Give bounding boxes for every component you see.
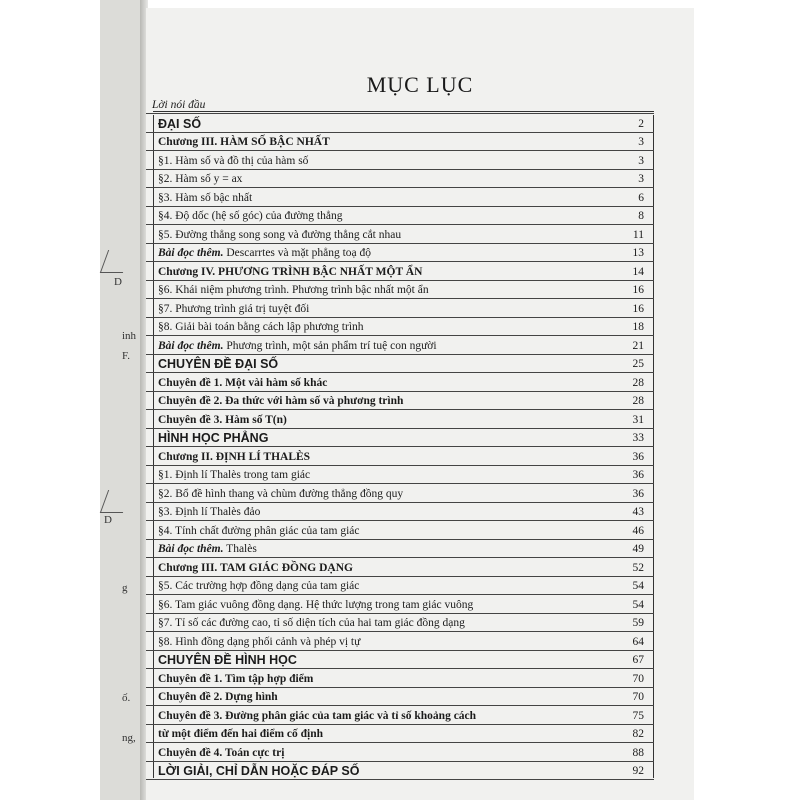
dotted-leader bbox=[146, 187, 654, 188]
toc-entry-page: 36 bbox=[632, 469, 644, 481]
left-page-fragment: D bbox=[104, 514, 112, 526]
dotted-leader bbox=[146, 539, 654, 540]
dotted-leader bbox=[146, 742, 654, 743]
toc-entry-label: Chuyên đề 2. Đa thức với hàm số và phương trình bbox=[158, 395, 404, 407]
toc-entry bbox=[146, 356, 694, 374]
toc-entry-label: LỜI GIẢI, CHỈ DẪN HOẶC ĐÁP SỐ bbox=[158, 764, 360, 778]
toc-entry bbox=[146, 541, 694, 559]
dotted-leader bbox=[146, 502, 654, 503]
toc-entry-label: §2. Hàm số y = ax bbox=[158, 173, 243, 185]
toc-entry bbox=[146, 171, 694, 189]
toc-entry-label: §6. Tam giác vuông đồng dạng. Hệ thức lượng trong tam giác vuông bbox=[158, 598, 474, 611]
toc-entry bbox=[146, 671, 694, 689]
toc-entry-label: §5. Các trường hợp đồng dạng của tam giác bbox=[158, 580, 360, 592]
toc-entry bbox=[146, 745, 694, 763]
toc-entry-page: 16 bbox=[632, 302, 644, 315]
left-page-fragment: F. bbox=[122, 350, 130, 362]
table-of-contents bbox=[146, 95, 694, 795]
dotted-leader bbox=[146, 446, 654, 447]
toc-entry bbox=[146, 708, 694, 726]
dotted-leader bbox=[146, 354, 654, 355]
toc-entry-page: 18 bbox=[632, 321, 644, 333]
toc-entry-label: §4. Tính chất đường phân giác của tam giác bbox=[158, 524, 360, 537]
dotted-leader bbox=[146, 650, 654, 651]
toc-entry-label: Chương II. ĐỊNH LÍ THALÈS bbox=[158, 450, 311, 463]
dotted-leader bbox=[146, 724, 654, 725]
dotted-leader bbox=[146, 280, 654, 281]
toc-entry-page: 70 bbox=[632, 691, 644, 703]
dotted-leader bbox=[146, 520, 654, 521]
toc-entry bbox=[146, 597, 694, 615]
reading-prefix: Bài đọc thêm. bbox=[158, 543, 224, 555]
toc-entry-label bbox=[158, 338, 437, 354]
toc-entry bbox=[146, 486, 694, 504]
toc-entry bbox=[146, 338, 694, 356]
toc-entry-page: 33 bbox=[632, 432, 644, 444]
dotted-leader bbox=[146, 465, 654, 466]
toc-entry-label: §3. Hàm số bậc nhất bbox=[158, 191, 253, 204]
toc-entry-page: 36 bbox=[632, 487, 644, 500]
toc-entry-label: §3. Định lí Thalès đảo bbox=[158, 506, 261, 518]
toc-entry bbox=[146, 319, 694, 337]
page-title: MỤC LỤC bbox=[366, 72, 474, 97]
toc-entry bbox=[146, 153, 694, 171]
left-page-fragment: ng, bbox=[122, 732, 136, 744]
toc-entry-page: 67 bbox=[632, 654, 644, 666]
dotted-leader bbox=[146, 391, 654, 392]
toc-entry bbox=[146, 652, 694, 670]
toc-entry bbox=[146, 430, 694, 448]
toc-entry bbox=[146, 245, 694, 263]
toc-entry-label: Chuyên đề 1. Một vài hàm số khác bbox=[158, 376, 328, 389]
toc-entry-page: 6 bbox=[638, 191, 644, 204]
toc-entry-label: §2. Bổ đề hình thang và chùm đường thẳng đồng quy bbox=[158, 487, 404, 500]
toc-entry-label bbox=[158, 541, 257, 557]
toc-entry bbox=[146, 412, 694, 430]
toc-entry-page: 70 bbox=[632, 672, 644, 685]
toc-entry-label: CHUYÊN ĐỀ ĐẠI SỐ bbox=[158, 357, 279, 371]
toc-entry-label: Chuyên đề 1. Tìm tập hợp điểm bbox=[158, 672, 314, 685]
toc-entry bbox=[146, 560, 694, 578]
reading-title: Thalès bbox=[223, 543, 257, 555]
triangle-figure bbox=[100, 490, 131, 513]
toc-entry-page: 52 bbox=[632, 561, 644, 574]
toc-entry-label: §1. Hàm số và đồ thị của hàm số bbox=[158, 154, 309, 167]
toc-entry-label: §5. Đường thẳng song song và đường thẳng cắt nhau bbox=[158, 228, 402, 241]
toc-entry bbox=[146, 449, 694, 467]
toc-entry-label: Chuyên đề 3. Hàm số T(n) bbox=[158, 413, 287, 426]
toc-entry-page: 49 bbox=[632, 543, 644, 555]
dotted-leader bbox=[146, 298, 654, 299]
dotted-leader bbox=[146, 428, 654, 429]
dotted-leader bbox=[146, 132, 654, 133]
dotted-leader bbox=[146, 705, 654, 706]
toc-entry bbox=[146, 190, 694, 208]
dotted-leader bbox=[146, 687, 654, 688]
triangle-figure bbox=[100, 250, 131, 273]
toc-entry-label: Lời nói đầu bbox=[152, 99, 206, 111]
toc-entry bbox=[146, 282, 694, 300]
dotted-leader bbox=[146, 206, 654, 207]
toc-entry bbox=[146, 578, 694, 596]
toc-entry bbox=[146, 97, 694, 115]
reading-title: Descarrtes và mặt phẳng toạ độ bbox=[223, 247, 372, 259]
toc-entry-label: Chuyên đề 2. Dựng hình bbox=[158, 691, 278, 703]
dotted-leader bbox=[146, 779, 654, 780]
dotted-leader bbox=[146, 483, 654, 484]
dotted-leader bbox=[146, 113, 654, 114]
toc-entry-label: §4. Độ dốc (hệ số góc) của đường thẳng bbox=[158, 210, 343, 222]
toc-entry-label: §8. Giải bài toán bằng cách lập phương trình bbox=[158, 321, 364, 333]
dotted-leader bbox=[146, 261, 654, 262]
toc-entry-page: 75 bbox=[632, 709, 644, 722]
dotted-leader bbox=[146, 613, 654, 614]
toc-entry-label bbox=[158, 245, 371, 261]
dotted-leader bbox=[146, 761, 654, 762]
left-page-fragment: inh bbox=[122, 330, 137, 342]
toc-entry-page: 25 bbox=[632, 358, 644, 370]
toc-entry-label: Chương III. TAM GIÁC ĐỒNG DẠNG bbox=[158, 561, 353, 574]
dotted-leader bbox=[146, 631, 654, 632]
toc-entry-label: §6. Khái niệm phương trình. Phương trình bậc nhất một ẩn bbox=[158, 284, 429, 296]
reading-prefix: Bài đọc thêm. bbox=[158, 247, 224, 259]
toc-entry-page: 16 bbox=[632, 284, 644, 296]
toc-entry-label: Chương III. HÀM SỐ BẬC NHẤT bbox=[158, 136, 330, 148]
toc-entry-page: 2 bbox=[638, 117, 644, 130]
toc-entry-page: 82 bbox=[632, 728, 644, 740]
toc-entry-label: từ một điểm đến hai điểm cố định bbox=[158, 728, 324, 740]
toc-entry bbox=[146, 208, 694, 226]
toc-entry bbox=[146, 393, 694, 411]
toc-entry-page: 13 bbox=[632, 247, 644, 259]
toc-entry-page: 3 bbox=[638, 173, 644, 185]
toc-entry-page: 43 bbox=[632, 506, 644, 518]
left-page-edge bbox=[100, 0, 144, 800]
toc-entry-page: 31 bbox=[632, 413, 644, 426]
dotted-leader bbox=[146, 150, 654, 151]
reading-title: Phương trình, một sản phẩm trí tuệ con người bbox=[223, 339, 437, 352]
toc-entry-page: 64 bbox=[632, 635, 644, 648]
toc-entry-page: 59 bbox=[632, 617, 644, 629]
toc-entry-page: 54 bbox=[632, 580, 644, 592]
left-page-fragment: D bbox=[114, 276, 122, 288]
toc-entry-page: 54 bbox=[632, 598, 644, 611]
toc-entry-label: §7. Phương trình giá trị tuyệt đối bbox=[158, 302, 310, 315]
dotted-leader bbox=[146, 317, 654, 318]
dotted-leader bbox=[146, 409, 654, 410]
toc-entry-label: ĐẠI SỐ bbox=[158, 116, 202, 131]
dotted-leader bbox=[146, 557, 654, 558]
left-page-fragment: ố. bbox=[122, 692, 131, 704]
toc-entry bbox=[146, 134, 694, 152]
toc-entry-label: §7. Tỉ số các đường cao, tỉ số diện tích của hai tam giác đồng dạng bbox=[158, 617, 465, 629]
toc-entry-page: 28 bbox=[632, 395, 644, 407]
toc-entry-label: Chuyên đề 3. Đường phân giác của tam giác và tỉ số khoảng cách bbox=[158, 709, 477, 722]
toc-entry-label: HÌNH HỌC PHẲNG bbox=[158, 431, 269, 445]
toc-entry-page: 14 bbox=[632, 265, 644, 278]
toc-entry-page: 46 bbox=[632, 524, 644, 537]
toc-entry-page: 36 bbox=[632, 450, 644, 463]
toc-entry bbox=[146, 615, 694, 633]
dotted-leader bbox=[146, 169, 654, 170]
toc-entry-page: 8 bbox=[638, 210, 644, 222]
left-page-fragment: g bbox=[122, 582, 128, 594]
toc-entry bbox=[146, 523, 694, 541]
toc-entry bbox=[146, 726, 694, 744]
dotted-leader bbox=[146, 335, 654, 336]
toc-entry bbox=[146, 301, 694, 319]
toc-entry bbox=[146, 227, 694, 245]
dotted-leader bbox=[146, 594, 654, 595]
toc-entry bbox=[146, 763, 694, 781]
toc-entry bbox=[146, 634, 694, 652]
toc-entry-page: 21 bbox=[632, 339, 644, 352]
toc-entry bbox=[146, 116, 694, 134]
dotted-leader bbox=[146, 372, 654, 373]
reading-prefix: Bài đọc thêm. bbox=[158, 339, 224, 352]
toc-entry-page: 92 bbox=[632, 765, 644, 777]
toc-entry-label: §8. Hình đồng dạng phối cảnh và phép vị tự bbox=[158, 635, 361, 648]
toc-entry bbox=[146, 467, 694, 485]
toc-entry bbox=[146, 264, 694, 282]
toc-page bbox=[146, 8, 694, 800]
dotted-leader bbox=[146, 668, 654, 669]
toc-entry-page: 28 bbox=[632, 376, 644, 389]
dotted-leader bbox=[146, 576, 654, 577]
toc-entry-page: 88 bbox=[632, 746, 644, 759]
toc-entry bbox=[146, 689, 694, 707]
toc-entry bbox=[146, 504, 694, 522]
toc-entry-label: Chương IV. PHƯƠNG TRÌNH BẬC NHẤT MỘT ẨN bbox=[158, 265, 423, 278]
dotted-leader bbox=[146, 224, 654, 225]
toc-entry bbox=[146, 375, 694, 393]
toc-entry-label: §1. Định lí Thalès trong tam giác bbox=[158, 469, 311, 481]
toc-entry-page: 11 bbox=[632, 228, 644, 241]
toc-entry-page: 3 bbox=[638, 136, 644, 148]
toc-entry-label: CHUYÊN ĐỀ HÌNH HỌC bbox=[158, 653, 297, 667]
toc-entry-label: Chuyên đề 4. Toán cực trị bbox=[158, 746, 285, 759]
dotted-leader bbox=[146, 243, 654, 244]
toc-entry-page: 3 bbox=[638, 154, 644, 167]
